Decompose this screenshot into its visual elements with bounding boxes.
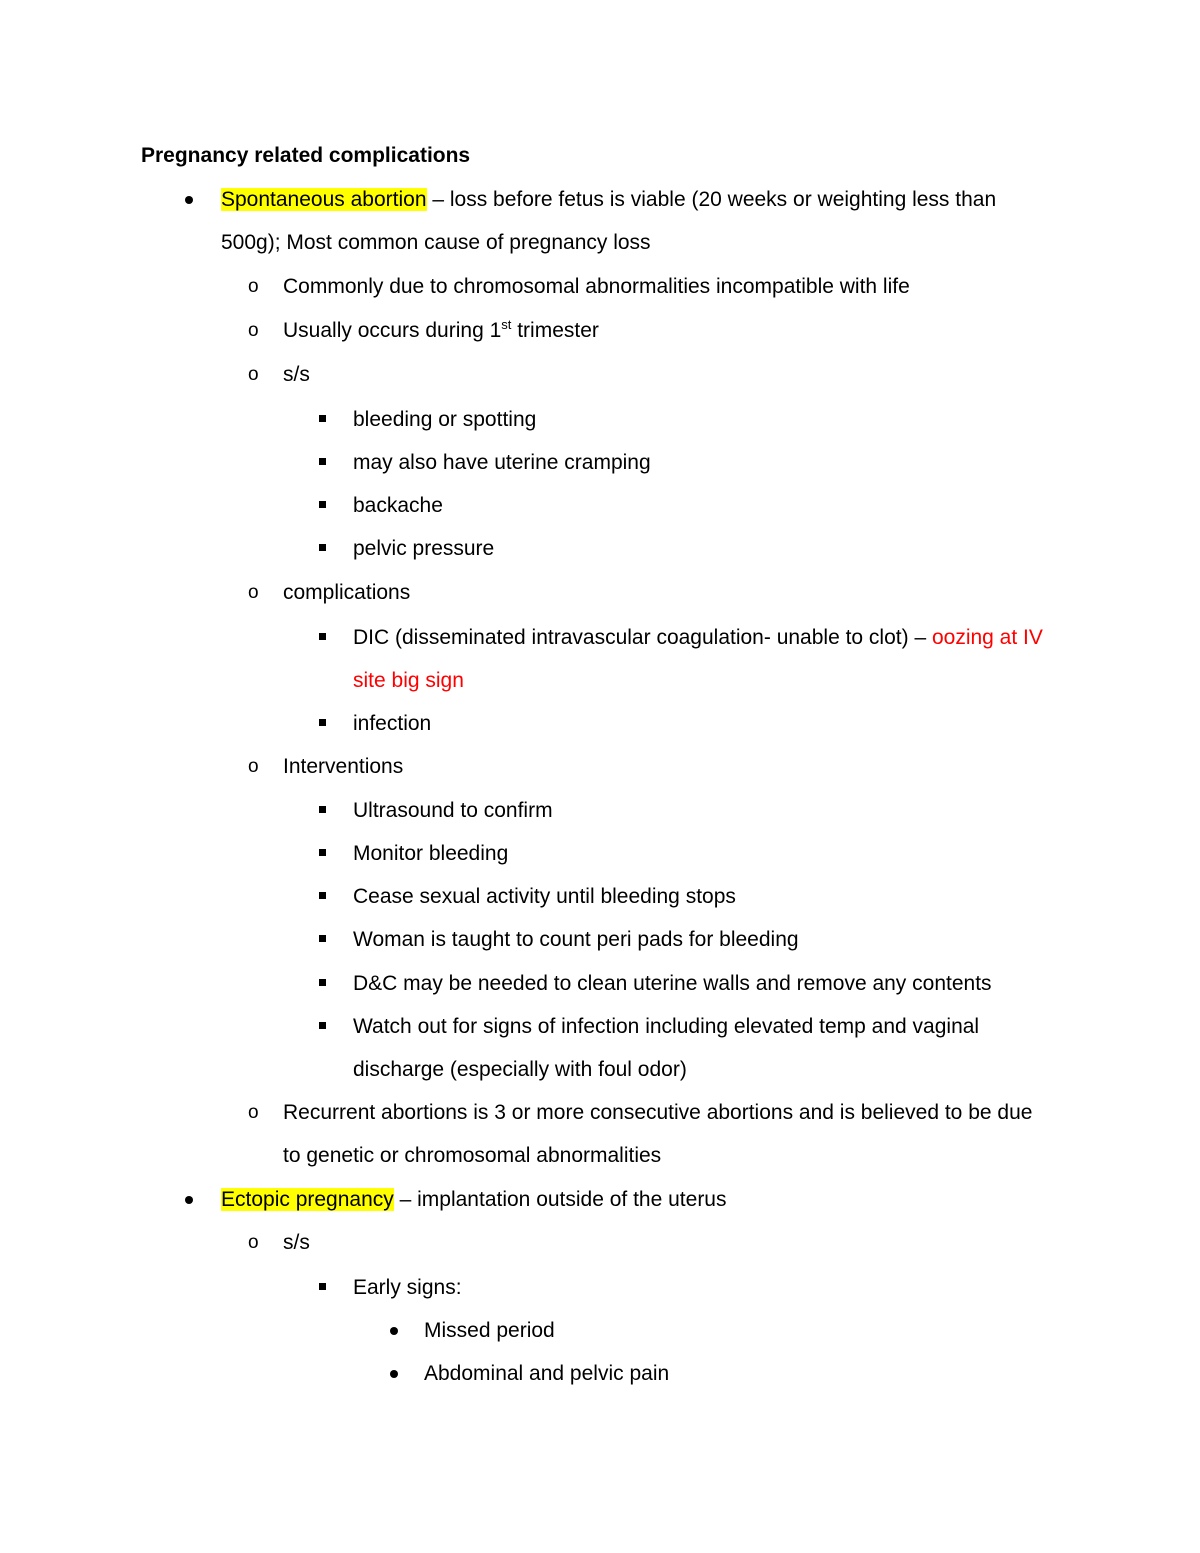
bullet-square-icon [319,892,326,899]
bullet-disc-icon [185,1196,193,1204]
bullet-square-icon [319,415,326,422]
definition-text: – implantation outside of the uterus [393,1188,727,1211]
bullet-circle-icon: o [248,1102,259,1123]
list-item: Recurrent abortions is 3 or more consecutive abortions and is believed to be due [283,1101,1033,1124]
bullet-circle-icon: o [248,1232,259,1253]
section-spontaneous-abortion [221,186,996,214]
bullet-circle-icon: o [248,364,259,385]
list-item: Watch out for signs of infection including elevated temp and vaginal [353,1015,980,1038]
list-item: pelvic pressure [353,537,495,560]
highlighted-term: Spontaneous abortion [221,188,427,211]
bullet-square-icon [319,633,326,640]
list-item: Ultrasound to confirm [353,799,553,822]
bullet-square-icon [319,501,326,508]
bullet-square-icon [319,849,326,856]
highlighted-term: Ectopic pregnancy [221,1188,394,1211]
section-ectopic-pregnancy [221,1186,727,1214]
warning-text: oozing at IV [931,626,1043,649]
page-title: Pregnancy related complications [141,144,471,167]
list-item: backache [353,494,443,517]
bullet-disc-icon [390,1327,398,1335]
list-item-heading: s/s [283,1231,310,1254]
list-item: may also have uterine cramping [353,451,651,474]
list-item [353,624,1043,652]
bullet-disc-icon [185,196,193,204]
bullet-square-icon [319,1022,326,1029]
bullet-square-icon [319,979,326,986]
bullet-circle-icon: o [248,582,259,603]
list-item: Missed period [424,1319,555,1342]
ordinal-suffix: st [501,317,512,332]
list-item-heading: complications [283,581,411,604]
timing-text: Usually occurs during 1 [283,319,502,342]
bullet-square-icon [319,1283,326,1290]
list-item-heading: s/s [283,363,310,386]
definition-continuation: 500g); Most common cause of pregnancy loss [221,231,651,254]
list-item-heading: Interventions [283,755,404,778]
bullet-square-icon [319,544,326,551]
list-item-continuation: discharge (especially with foul odor) [353,1058,687,1081]
bullet-disc-icon [390,1370,398,1378]
list-item-heading: Early signs: [353,1276,462,1299]
list-item: infection [353,712,432,735]
list-item: Commonly due to chromosomal abnormalities incompatible with life [283,275,910,298]
list-item [283,317,599,345]
list-item-continuation: to genetic or chromosomal abnormalities [283,1144,662,1167]
list-item: Woman is taught to count peri pads for bleeding [353,928,799,951]
list-item: Monitor bleeding [353,842,509,865]
bullet-square-icon [319,806,326,813]
warning-text-continuation: site big sign [353,669,464,692]
bullet-square-icon [319,458,326,465]
bullet-circle-icon: o [248,276,259,297]
bullet-circle-icon: o [248,320,259,341]
timing-text-end: trimester [511,319,599,342]
list-item: Cease sexual activity until bleeding stops [353,885,736,908]
definition-text: – loss before fetus is viable (20 weeks or weighting less than [426,188,997,211]
list-item: Abdominal and pelvic pain [424,1362,670,1385]
bullet-square-icon [319,935,326,942]
dic-text: DIC (disseminated intravascular coagulation- unable to clot) – [353,626,932,649]
list-item: D&C may be needed to clean uterine walls and remove any contents [353,972,992,995]
list-item: bleeding or spotting [353,408,537,431]
bullet-circle-icon: o [248,756,259,777]
bullet-square-icon [319,719,326,726]
